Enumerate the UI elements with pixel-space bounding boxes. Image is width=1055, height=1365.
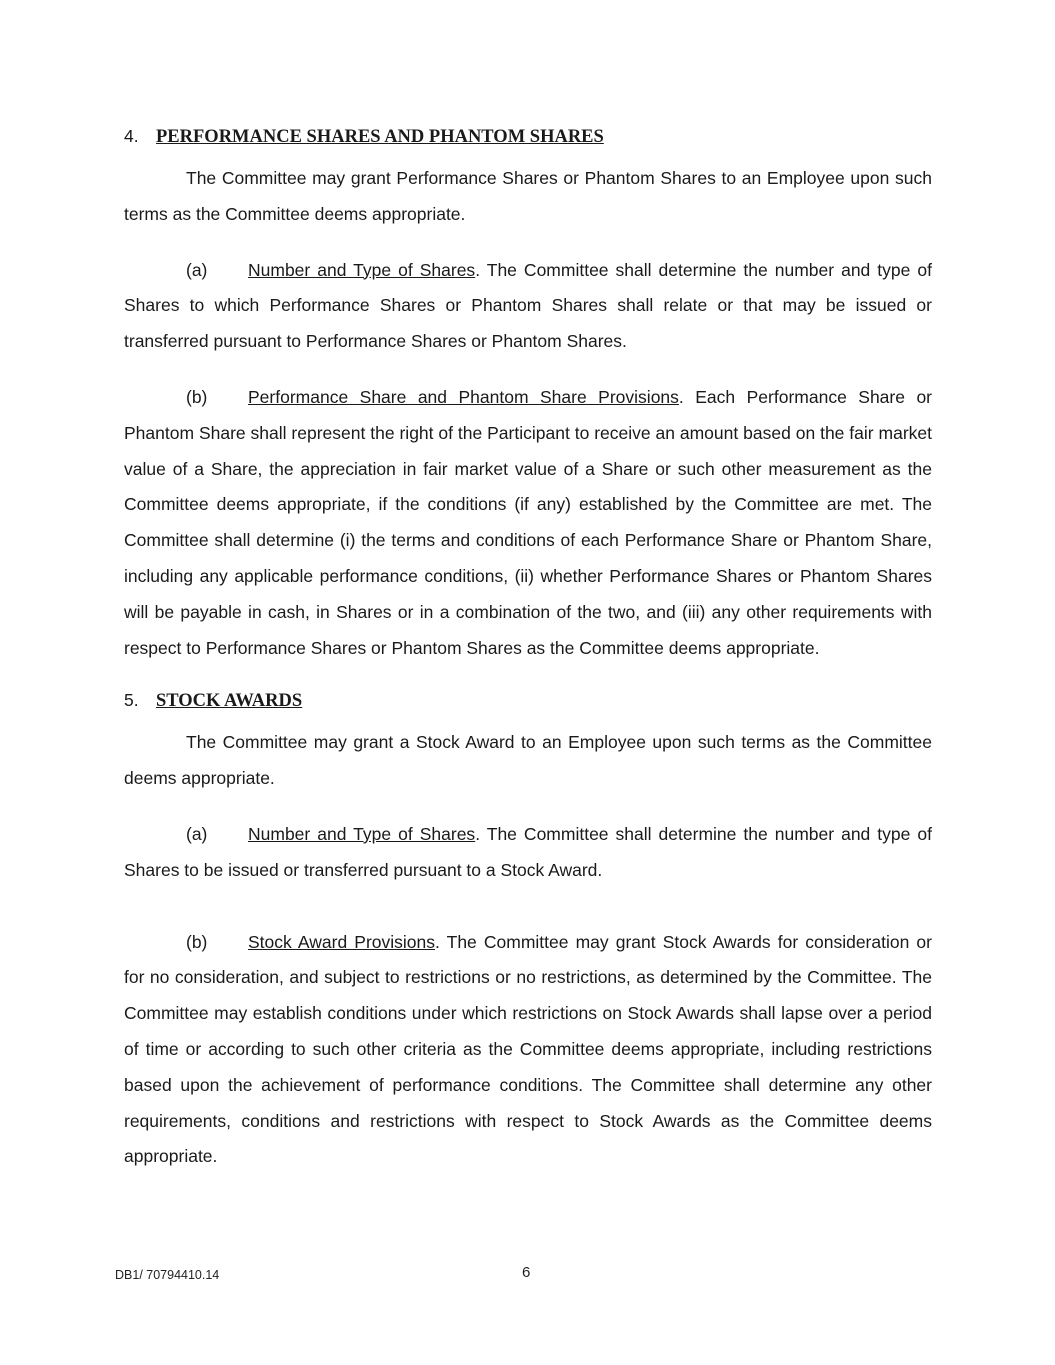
section-5-intro: The Committee may grant a Stock Award to an Employee upon such terms as the Committee deems appropriate. — [124, 732, 932, 789]
section-4b-heading: Performance Share and Phantom Share Provisions — [248, 386, 679, 407]
section-5b-heading: Stock Award Provisions — [248, 931, 435, 952]
page-body — [124, 122, 932, 1175]
section-4b-label: (b) — [186, 386, 208, 407]
section-5-number: 5. — [124, 690, 139, 711]
section-4-title: PERFORMANCE SHARES AND PHANTOM SHARES — [156, 127, 604, 147]
section-5b-text: . The Committee may grant Stock Awards for consideration or for no consideration, and subject to restrictions or no restrictions, as determined by the Committee. The Committee may establish conditions under which restrictions on Stock Awards shall lapse over a period of time or according to such other criteria as the Committee deems appropriate, including restrictions based upon the achievement of performance conditions. The Committee shall determine any other requirements, conditions and restrictions with respect to Stock Awards as the Committee deems appropriate. — [124, 931, 932, 1167]
section-5a-paragraph — [124, 817, 932, 889]
section-5-title: STOCK AWARDS — [156, 691, 303, 712]
section-5b-label: (b) — [186, 931, 208, 952]
page-number: 6 — [522, 1264, 531, 1281]
section-5b-paragraph — [124, 925, 932, 1176]
section-4a-paragraph — [124, 253, 932, 360]
section-4a-heading: Number and Type of Shares — [248, 259, 476, 280]
section-5a-label: (a) — [186, 823, 208, 844]
section-5-heading — [124, 686, 932, 715]
section-4-heading — [124, 122, 932, 151]
section-4b-paragraph — [124, 380, 932, 666]
section-4a-label: (a) — [186, 259, 208, 280]
section-5a-text: . The Committee shall determine the number and type of Shares to be issued or transferred pursuant to a Stock Award. — [124, 823, 932, 880]
section-4-number: 4. — [124, 126, 139, 146]
section-4a-text: . The Committee shall determine the number and type of Shares to which Performance Shares or Phantom Shares shall relate or that may be issued or transferred pursuant to Performance Shares or Phantom Shares. — [124, 259, 932, 352]
document-id: DB1/ 70794410.14 — [115, 1268, 220, 1282]
section-4b-text: . Each Performance Share or Phantom Share shall represent the right of the Participant to receive an amount based on the fair market value of a Share, the appreciation in fair market value of a Share or such other measurement as the Committee deems appropriate, if the conditions (if any) established by the Committee are met. The Committee shall determine (i) the terms and conditions of each Performance Share or Phantom Share, including any applicable performance conditions, (ii) whether Performance Shares or Phantom Shares will be payable in cash, in Shares or in a combination of the two, and (iii) any other requirements with respect to Performance Shares or Phantom Shares as the Committee deems appropriate. — [124, 386, 933, 658]
section-5a-heading: Number and Type of Shares — [248, 823, 476, 844]
section-4-intro: The Committee may grant Performance Shares or Phantom Shares to an Employee upon such terms as the Committee deems appropriate. — [124, 168, 932, 224]
